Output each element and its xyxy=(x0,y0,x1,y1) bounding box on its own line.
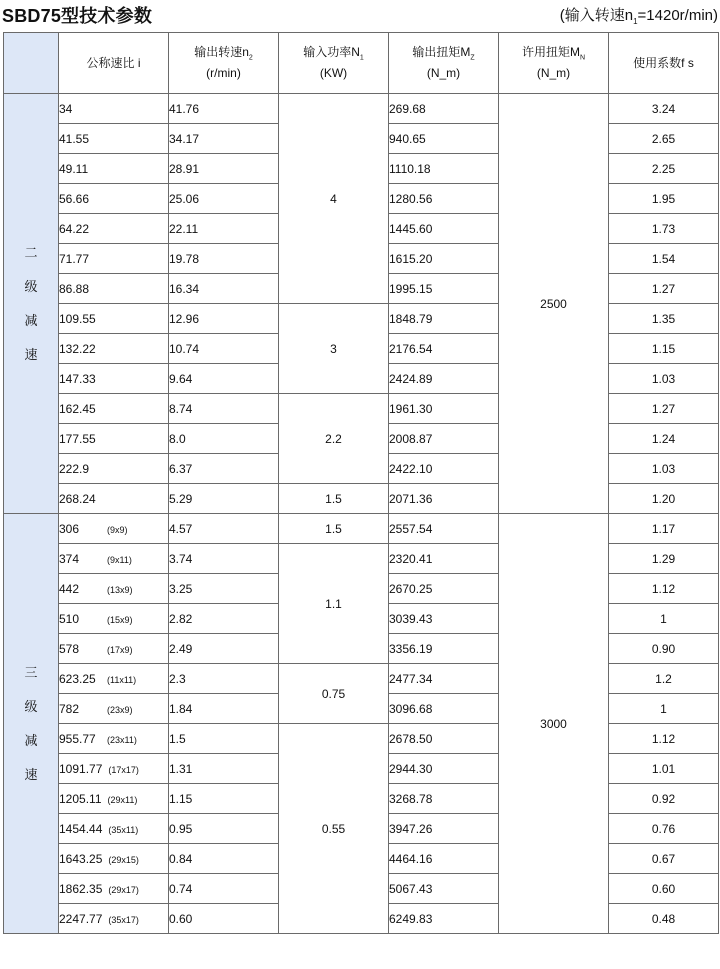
ratio-cell xyxy=(59,454,169,484)
ratio-cell xyxy=(59,274,169,304)
torque-cell: 2422.10 xyxy=(389,454,499,484)
torque-cell: 1961.30 xyxy=(389,394,499,424)
ratio-cell xyxy=(59,394,169,424)
allowed-torque-cell: 3000 xyxy=(499,514,609,934)
factor-cell: 1.35 xyxy=(609,304,719,334)
speed-cell: 12.96 xyxy=(169,304,279,334)
header-allowed-sub: N xyxy=(579,54,586,62)
header-out-speed xyxy=(169,33,279,94)
factor-cell: 1.12 xyxy=(609,574,719,604)
speed-cell: 1.5 xyxy=(169,724,279,754)
ratio-cell xyxy=(59,784,169,814)
speed-cell: 9.64 xyxy=(169,364,279,394)
power-cell: 4 xyxy=(279,94,389,304)
header-torque xyxy=(389,33,499,94)
ratio-cell xyxy=(59,484,169,514)
torque-cell: 3096.68 xyxy=(389,694,499,724)
ratio-value: 64.22 xyxy=(59,221,90,236)
ratio-value: 222.9 xyxy=(59,461,90,476)
speed-cell: 1.15 xyxy=(169,784,279,814)
ratio-combo: (17x9) xyxy=(107,644,133,655)
speed-cell: 1.31 xyxy=(169,754,279,784)
ratio-cell xyxy=(59,754,169,784)
header-stage-cell xyxy=(4,33,59,94)
stage2-label: 二级减速 xyxy=(24,244,38,362)
ratio-combo: (35x17) xyxy=(108,914,139,925)
ratio-value: 1643.25 xyxy=(59,851,103,866)
factor-cell: 1.29 xyxy=(609,544,719,574)
speed-cell: 2.82 xyxy=(169,604,279,634)
note-prefix: (输入转速n xyxy=(559,7,634,24)
torque-cell: 2320.41 xyxy=(389,544,499,574)
ratio-cell xyxy=(59,364,169,394)
factor-cell: 1.27 xyxy=(609,394,719,424)
speed-cell: 8.74 xyxy=(169,394,279,424)
ratio-cell xyxy=(59,94,169,124)
ratio-value: 623.25 xyxy=(59,671,96,686)
ratio-value: 1091.77 xyxy=(59,761,103,776)
torque-cell: 5067.43 xyxy=(389,874,499,904)
table-row xyxy=(4,514,719,544)
header-torque-unit: (N_m) xyxy=(426,65,461,80)
ratio-value: 86.88 xyxy=(59,281,90,296)
speed-cell: 28.91 xyxy=(169,154,279,184)
header-allowed-unit: (N_m) xyxy=(536,65,571,80)
torque-cell: 2678.50 xyxy=(389,724,499,754)
ratio-combo: (29x15) xyxy=(108,854,139,865)
speed-cell: 10.74 xyxy=(169,334,279,364)
torque-cell: 2071.36 xyxy=(389,484,499,514)
torque-cell: 2477.34 xyxy=(389,664,499,694)
speed-cell: 1.84 xyxy=(169,694,279,724)
speed-cell: 16.34 xyxy=(169,274,279,304)
torque-cell: 6249.83 xyxy=(389,904,499,934)
ratio-value: 56.66 xyxy=(59,191,90,206)
power-cell: 1.5 xyxy=(279,484,389,514)
speed-cell: 0.95 xyxy=(169,814,279,844)
power-cell: 0.75 xyxy=(279,664,389,724)
factor-cell: 1 xyxy=(609,604,719,634)
ratio-value: 782 xyxy=(59,701,80,716)
page-title: SBD75型技术参数 xyxy=(2,6,153,26)
ratio-value: 578 xyxy=(59,641,80,656)
stage3-label-cell xyxy=(4,514,59,934)
table-row xyxy=(4,724,719,754)
ratio-cell xyxy=(59,724,169,754)
factor-cell: 1.73 xyxy=(609,214,719,244)
table-row xyxy=(4,394,719,424)
factor-cell: 1.54 xyxy=(609,244,719,274)
header-allowed-label: 许用扭矩M xyxy=(521,45,580,60)
torque-cell: 3356.19 xyxy=(389,634,499,664)
ratio-value: 2247.77 xyxy=(59,911,103,926)
speed-cell: 19.78 xyxy=(169,244,279,274)
note-suffix: =1420r/min) xyxy=(637,7,718,24)
ratio-value: 268.24 xyxy=(59,491,96,506)
header-ratio-label: 公称速比 i xyxy=(86,55,141,70)
ratio-cell xyxy=(59,214,169,244)
ratio-value: 41.55 xyxy=(59,131,90,146)
torque-cell: 269.68 xyxy=(389,94,499,124)
torque-cell: 2670.25 xyxy=(389,574,499,604)
header-out-speed-unit: (r/min) xyxy=(206,65,241,80)
factor-cell: 2.25 xyxy=(609,154,719,184)
ratio-combo: (13x9) xyxy=(107,584,133,595)
ratio-cell xyxy=(59,904,169,934)
header-out-speed-sub: 2 xyxy=(248,54,253,62)
ratio-value: 34 xyxy=(59,101,73,116)
header-factor xyxy=(609,33,719,94)
ratio-combo: (17x17) xyxy=(108,764,139,775)
factor-cell: 1.03 xyxy=(609,364,719,394)
speed-cell: 0.60 xyxy=(169,904,279,934)
header-torque-sub: Z xyxy=(470,54,475,62)
speed-cell: 5.29 xyxy=(169,484,279,514)
factor-cell: 0.90 xyxy=(609,634,719,664)
ratio-value: 147.33 xyxy=(59,371,96,386)
table-row xyxy=(4,304,719,334)
table-row xyxy=(4,664,719,694)
factor-cell: 1.27 xyxy=(609,274,719,304)
torque-cell: 2557.54 xyxy=(389,514,499,544)
ratio-value: 955.77 xyxy=(59,731,96,746)
factor-cell: 1.15 xyxy=(609,334,719,364)
speed-cell: 25.06 xyxy=(169,184,279,214)
ratio-cell xyxy=(59,514,169,544)
ratio-combo: (23x11) xyxy=(107,734,137,745)
header-power-label: 输入功率N xyxy=(303,45,360,60)
ratio-cell xyxy=(59,184,169,214)
factor-cell: 0.67 xyxy=(609,844,719,874)
torque-cell: 2944.30 xyxy=(389,754,499,784)
header-power xyxy=(279,33,389,94)
header-row xyxy=(4,33,719,94)
torque-cell: 1615.20 xyxy=(389,244,499,274)
ratio-value: 132.22 xyxy=(59,341,96,356)
speed-cell: 2.3 xyxy=(169,664,279,694)
ratio-combo: (15x9) xyxy=(107,614,133,625)
speed-cell: 0.84 xyxy=(169,844,279,874)
note-sub: 1 xyxy=(633,17,638,26)
ratio-combo: (9x9) xyxy=(107,524,128,535)
factor-cell: 0.48 xyxy=(609,904,719,934)
factor-cell: 1.20 xyxy=(609,484,719,514)
speed-cell: 34.17 xyxy=(169,124,279,154)
ratio-value: 49.11 xyxy=(59,161,89,176)
power-cell: 0.55 xyxy=(279,724,389,934)
header-power-sub: 1 xyxy=(359,54,364,62)
factor-cell: 1 xyxy=(609,694,719,724)
power-cell: 2.2 xyxy=(279,394,389,484)
ratio-cell xyxy=(59,694,169,724)
speed-cell: 8.0 xyxy=(169,424,279,454)
torque-cell: 4464.16 xyxy=(389,844,499,874)
factor-cell: 2.65 xyxy=(609,124,719,154)
factor-cell: 1.12 xyxy=(609,724,719,754)
speed-cell: 2.49 xyxy=(169,634,279,664)
ratio-value: 510 xyxy=(59,611,80,626)
torque-cell: 2424.89 xyxy=(389,364,499,394)
torque-cell: 3268.78 xyxy=(389,784,499,814)
ratio-cell xyxy=(59,604,169,634)
stage3-label: 三级减速 xyxy=(24,664,38,782)
torque-cell: 1848.79 xyxy=(389,304,499,334)
ratio-cell xyxy=(59,634,169,664)
header-power-unit: (KW) xyxy=(319,65,348,80)
factor-cell: 3.24 xyxy=(609,94,719,124)
ratio-cell xyxy=(59,154,169,184)
speed-cell: 3.74 xyxy=(169,544,279,574)
torque-cell: 2176.54 xyxy=(389,334,499,364)
header-torque-label: 输出扭矩M xyxy=(412,45,471,60)
ratio-combo: (23x9) xyxy=(107,704,133,715)
ratio-cell xyxy=(59,874,169,904)
factor-cell: 1.24 xyxy=(609,424,719,454)
factor-cell: 1.01 xyxy=(609,754,719,784)
factor-cell: 1.2 xyxy=(609,664,719,694)
ratio-cell xyxy=(59,244,169,274)
ratio-value: 177.55 xyxy=(59,431,96,446)
factor-cell: 0.76 xyxy=(609,814,719,844)
factor-cell: 0.60 xyxy=(609,874,719,904)
ratio-cell xyxy=(59,664,169,694)
input-speed-note xyxy=(560,4,718,26)
header-ratio xyxy=(59,33,169,94)
torque-cell: 2008.87 xyxy=(389,424,499,454)
ratio-value: 374 xyxy=(59,551,80,566)
ratio-combo: (35x11) xyxy=(108,824,139,835)
ratio-cell xyxy=(59,814,169,844)
table-row xyxy=(4,544,719,574)
header-factor-label: 使用系数f s xyxy=(633,55,694,70)
ratio-value: 1205.11 xyxy=(59,791,102,806)
torque-cell: 1280.56 xyxy=(389,184,499,214)
ratio-combo: (29x11) xyxy=(107,794,138,805)
ratio-value: 1862.35 xyxy=(59,881,103,896)
ratio-cell xyxy=(59,844,169,874)
factor-cell: 1.17 xyxy=(609,514,719,544)
power-cell: 1.1 xyxy=(279,544,389,664)
ratio-cell xyxy=(59,424,169,454)
ratio-cell xyxy=(59,334,169,364)
factor-cell: 1.03 xyxy=(609,454,719,484)
speed-cell: 22.11 xyxy=(169,214,279,244)
speed-cell: 3.25 xyxy=(169,574,279,604)
table-row xyxy=(4,94,719,124)
ratio-cell xyxy=(59,574,169,604)
ratio-value: 109.55 xyxy=(59,311,96,326)
stage2-label-cell xyxy=(4,94,59,514)
torque-cell: 940.65 xyxy=(389,124,499,154)
speed-cell: 4.57 xyxy=(169,514,279,544)
ratio-value: 1454.44 xyxy=(59,821,103,836)
speed-cell: 6.37 xyxy=(169,454,279,484)
torque-cell: 1110.18 xyxy=(389,154,499,184)
ratio-value: 442 xyxy=(59,581,80,596)
ratio-combo: (9x11) xyxy=(107,554,132,565)
speed-cell: 41.76 xyxy=(169,94,279,124)
factor-cell: 1.95 xyxy=(609,184,719,214)
torque-cell: 3039.43 xyxy=(389,604,499,634)
ratio-value: 71.77 xyxy=(59,251,90,266)
ratio-cell xyxy=(59,304,169,334)
allowed-torque-cell: 2500 xyxy=(499,94,609,514)
header-allowed xyxy=(499,33,609,94)
ratio-value: 306 xyxy=(59,521,80,536)
power-cell: 3 xyxy=(279,304,389,394)
ratio-cell xyxy=(59,124,169,154)
torque-cell: 1995.15 xyxy=(389,274,499,304)
torque-cell: 1445.60 xyxy=(389,214,499,244)
factor-cell: 0.92 xyxy=(609,784,719,814)
ratio-value: 162.45 xyxy=(59,401,96,416)
ratio-combo: (11x11) xyxy=(107,674,137,685)
speed-cell: 0.74 xyxy=(169,874,279,904)
ratio-cell xyxy=(59,544,169,574)
power-cell: 1.5 xyxy=(279,514,389,544)
ratio-combo: (29x17) xyxy=(108,884,139,895)
torque-cell: 3947.26 xyxy=(389,814,499,844)
table-row xyxy=(4,484,719,514)
header-out-speed-label: 输出转速n xyxy=(194,45,249,60)
spec-table xyxy=(3,32,719,934)
